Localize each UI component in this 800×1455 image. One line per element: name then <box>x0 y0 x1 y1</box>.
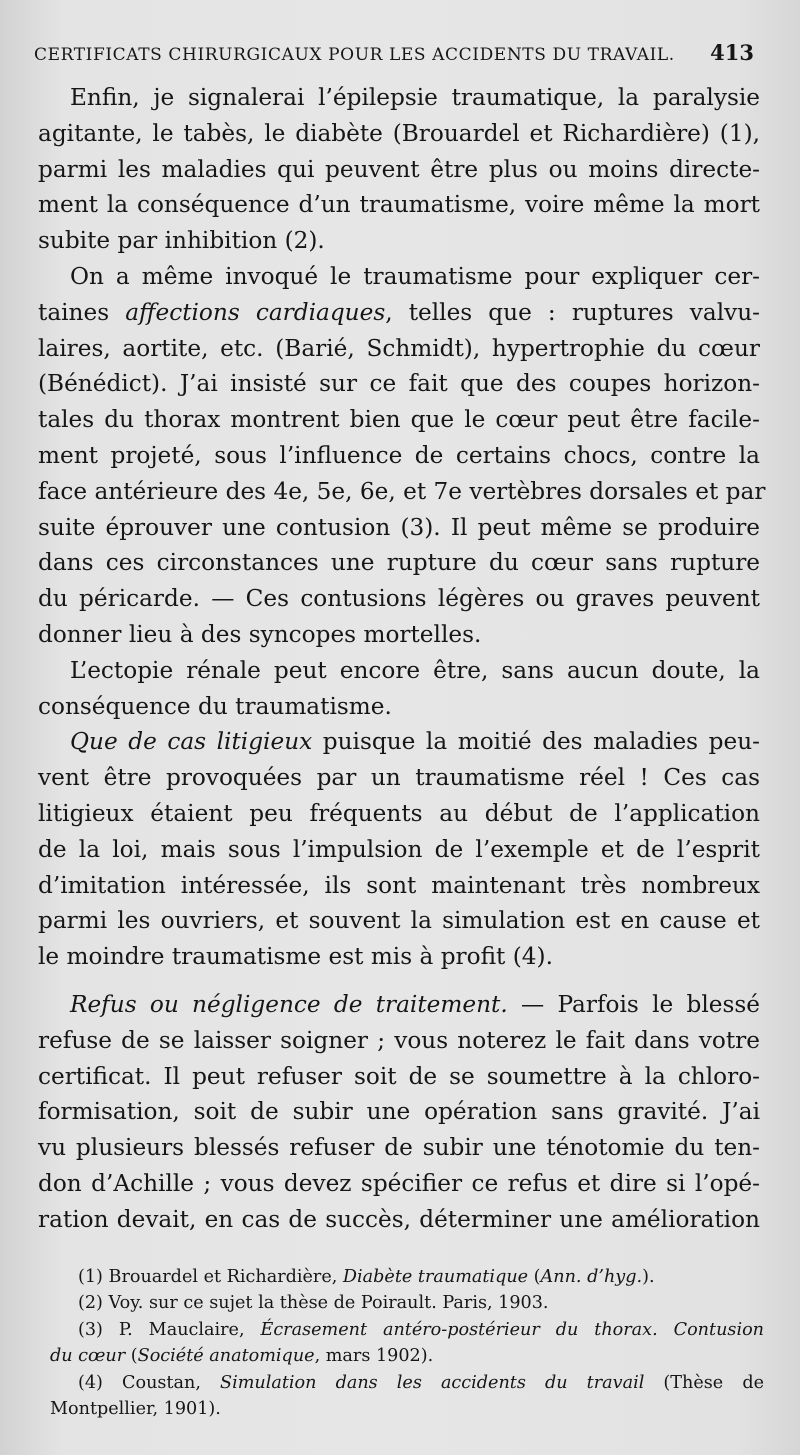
text-line: ment projeté, sous l’influence de certains chocs, contre la <box>38 441 760 469</box>
text-line: d’imitation intéressée, ils sont maintenant très nombreux <box>38 871 760 899</box>
text-line: vent être provoquées par un traumatisme réel ! Ces cas <box>38 764 760 792</box>
footnote-text: (4) Coustan, <box>78 1372 221 1393</box>
footnote-text: (1) Brouardel et Richardière, <box>78 1267 343 1287</box>
text-line: certificat. Il peut refuser soit de se soumettre à la chloro- <box>38 1062 760 1090</box>
text-line: ment la conséquence d’un traumatisme, voire même la mort <box>38 191 760 219</box>
footnote-1 <box>50 1264 764 1290</box>
page-number: 413 <box>710 40 754 65</box>
footnote-title: du cœur <box>50 1346 126 1367</box>
section-heading: Refus ou négligence de traitement. <box>70 990 508 1018</box>
page-header <box>34 40 754 70</box>
footnote-4-cont: Montpellier, 1901). <box>50 1398 221 1419</box>
footnote-journal: Ann. d’hyg. <box>540 1267 643 1287</box>
footnote-4 <box>50 1370 764 1396</box>
footnote-text: (3) P. Mauclaire, <box>78 1319 261 1340</box>
text-line: Enfin, je signalerai l’épilepsie traumatique, la paralysie <box>70 84 760 111</box>
text-line <box>38 724 760 760</box>
footnote-3 <box>50 1317 764 1343</box>
footnote-3-cont <box>50 1343 764 1369</box>
text-line: subite par inhibition (2). <box>38 227 325 255</box>
footnote-text: ( <box>528 1267 541 1287</box>
text-line: ration devait, en cas de succès, déterminer une amélioration <box>38 1205 760 1233</box>
section-gap <box>38 975 760 987</box>
footnote-text: ( <box>125 1346 138 1367</box>
text-line: face antérieure des 4e, 5e, 6e, et 7e vertèbres dorsales et par <box>38 477 766 505</box>
text-line: suite éprouver une contusion (3). Il peut même se produire <box>38 513 760 541</box>
text-line: formisation, soit de subir une opération sans gravité. J’ai <box>38 1098 760 1126</box>
text-line: parmi les maladies qui peuvent être plus ou moins directe- <box>38 155 760 183</box>
footnote-title: Simulation dans les accidents du travail <box>220 1372 645 1393</box>
footnote-text: (Thèse de <box>644 1372 764 1393</box>
text-run: puisque la moitié des maladies peu- <box>312 728 760 756</box>
text-line: agitante, le tabès, le diabète (Brouardel et Richardière) (1), <box>38 119 760 147</box>
text-line: dans ces circonstances une rupture du cœur sans rupture <box>38 549 760 577</box>
text-line: laires, aortite, etc. (Barié, Schmidt), hypertrophie du cœur <box>38 334 760 362</box>
footnote-text: , mars 1902). <box>314 1346 434 1367</box>
text-line: (Bénédict). J’ai insisté sur ce fait que des coupes horizon- <box>38 370 760 398</box>
text-line: litigieux étaient peu fréquents au début de l’application <box>38 799 760 827</box>
text-line <box>38 295 760 331</box>
text-line: du péricarde. — Ces contusions légères ou graves peuvent <box>38 585 760 613</box>
text-line: vu plusieurs blessés refuser de subir une ténotomie du ten- <box>38 1134 760 1162</box>
italic-term: Que de cas litigieux <box>70 728 313 756</box>
text-line: L’ectopie rénale peut encore être, sans aucun doute, la <box>70 656 760 684</box>
text-line: refuse de se laisser soigner ; vous noterez le fait dans votre <box>38 1026 760 1054</box>
text-line: le moindre traumatisme est mis à profit (4). <box>38 943 553 971</box>
footnote-text: ). <box>642 1267 655 1287</box>
text-line: tales du thorax montrent bien que le cœur peut être facile- <box>38 406 760 434</box>
text-line: conséquence du traumatisme. <box>38 692 392 720</box>
footnote-title: Diabète traumatique <box>342 1267 529 1287</box>
text-run: taines <box>38 298 126 326</box>
footnote-journal: Société anatomique <box>137 1346 315 1367</box>
italic-term: affections cardiaques <box>125 298 386 326</box>
text-line: donner lieu à des syncopes mortelles. <box>38 620 482 648</box>
text-run: , telles que : ruptures valvu- <box>385 298 760 326</box>
footnote-2: (2) Voy. sur ce sujet la thèse de Poirault. Paris, 1903. <box>78 1293 549 1314</box>
text-line: de la loi, mais sous l’impulsion de l’exemple et de l’esprit <box>38 835 760 863</box>
body-text <box>38 80 766 1238</box>
running-title: CERTIFICATS CHIRURGICAUX POUR LES ACCIDENTS DU TRAVAIL. <box>34 45 675 65</box>
footnotes <box>50 1264 764 1422</box>
text-line: On a même invoqué le traumatisme pour expliquer cer- <box>70 262 760 290</box>
text-line: don d’Achille ; vous devez spécifier ce refus et dire si l’opé- <box>38 1169 760 1197</box>
footnote-title: Écrasement antéro-postérieur du thorax. Contusion <box>260 1319 764 1340</box>
text-line: parmi les ouvriers, et souvent la simulation est en cause et <box>38 907 760 935</box>
text-run: — Parfois le blessé <box>507 990 761 1018</box>
text-line <box>38 987 760 1023</box>
